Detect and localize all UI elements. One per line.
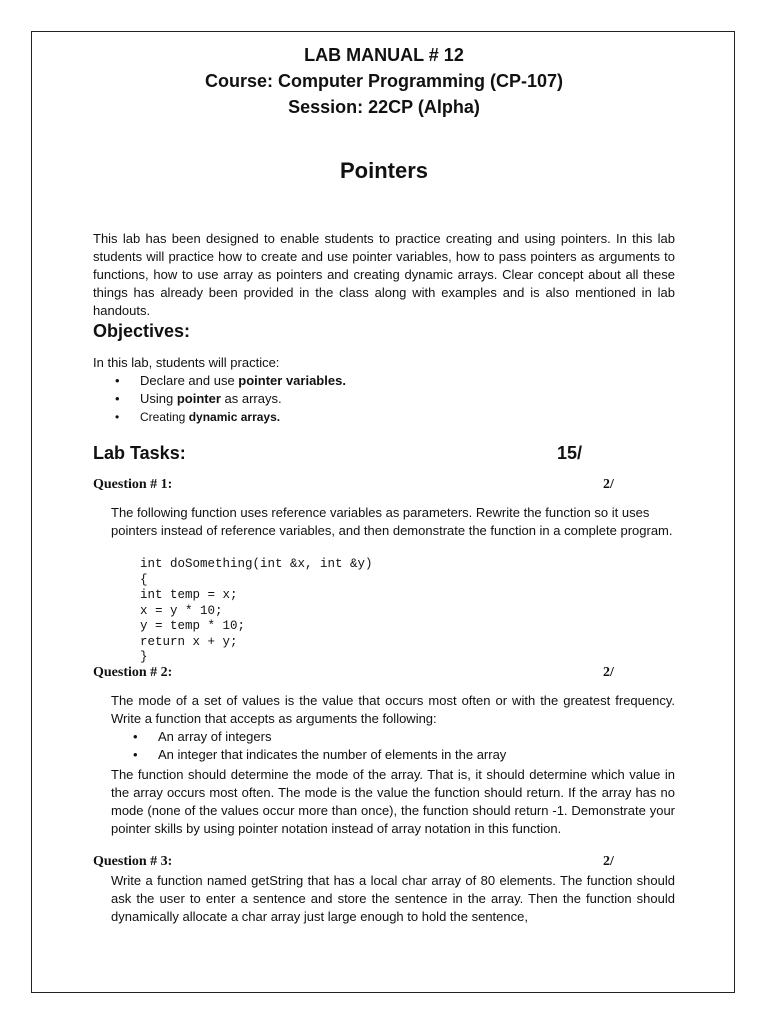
question-1-marks: 2/ — [603, 477, 614, 492]
list-item: • An integer that indicates the number of elements in the array — [133, 747, 507, 762]
question-1-label: Question # 1: — [93, 477, 173, 492]
question-3-text: Write a function named getString that has a local char array of 80 elements. The function should ask the user to enter a sentence and store the sentence in the array. Then the function should dynamically allocate a char array just large enough to hold the sentence, — [111, 873, 675, 924]
question-2-bullets — [133, 728, 673, 764]
objective-item: • Using pointer as arrays. — [115, 391, 282, 406]
question-3-label: Question # 3: — [93, 854, 173, 869]
objectives-heading: Objectives: — [93, 321, 191, 341]
bullet-icon: • — [115, 410, 120, 424]
objectives-list — [115, 372, 615, 426]
question-2-marks: 2/ — [603, 665, 614, 680]
question-2-text-1: The mode of a set of values is the value that occurs most often or with the greatest frequency. Write a function that accepts as arguments the following: — [111, 693, 675, 726]
question-1-code: int doSomething(int &x, int &y) { int temp = x; x = y * 10; y = temp * 10; return x + y; } — [140, 557, 373, 664]
question-1-text: The following function uses reference variables as parameters. Rewrite the function so it uses pointers instead of reference variables, and then demonstrate the function in a complete program. — [111, 505, 673, 538]
bullet-icon: • — [133, 729, 138, 744]
objective-item: • Creating dynamic arrays. — [115, 410, 281, 424]
lab-manual-number: LAB MANUAL # 12 — [304, 45, 464, 65]
bullet-icon: • — [133, 747, 138, 762]
lab-tasks-heading: Lab Tasks: — [93, 443, 186, 463]
bullet-icon: • — [115, 373, 120, 388]
question-2-label: Question # 2: — [93, 665, 173, 680]
intro-text: This lab has been designed to enable students to practice creating and using pointers. In this lab students will practice how to create and use pointer variables, how to pass pointers as arguments to functions, how to use array as pointers and creating dynamic arrays. Clear concept about all these things has already been provided in the class along with examples and is also mentioned in lab handouts. — [93, 231, 675, 318]
question-3-marks: 2/ — [603, 854, 614, 869]
page-title: Pointers — [339, 158, 429, 183]
list-item: • An array of integers — [133, 729, 272, 744]
objective-item: • Declare and use pointer variables. — [115, 373, 346, 388]
question-2-text-2: The function should determine the mode of the array. That is, it should determine which value in the array occurs most often. The mode is the value the function should return. If the array has no mode (none of the values occur more than once), the function should return -1. Demonstrate your pointer skills by using pointer notation instead of array notation in this function. — [111, 767, 675, 836]
lab-tasks-total-marks: 15/ — [557, 443, 583, 463]
session-label: Session: 22CP (Alpha) — [288, 97, 480, 117]
course-title: Course: Computer Programming (CP-107) — [204, 71, 564, 91]
intro-paragraph — [93, 230, 675, 320]
objectives-lead: In this lab, students will practice: — [93, 355, 280, 370]
bullet-icon: • — [115, 391, 120, 406]
